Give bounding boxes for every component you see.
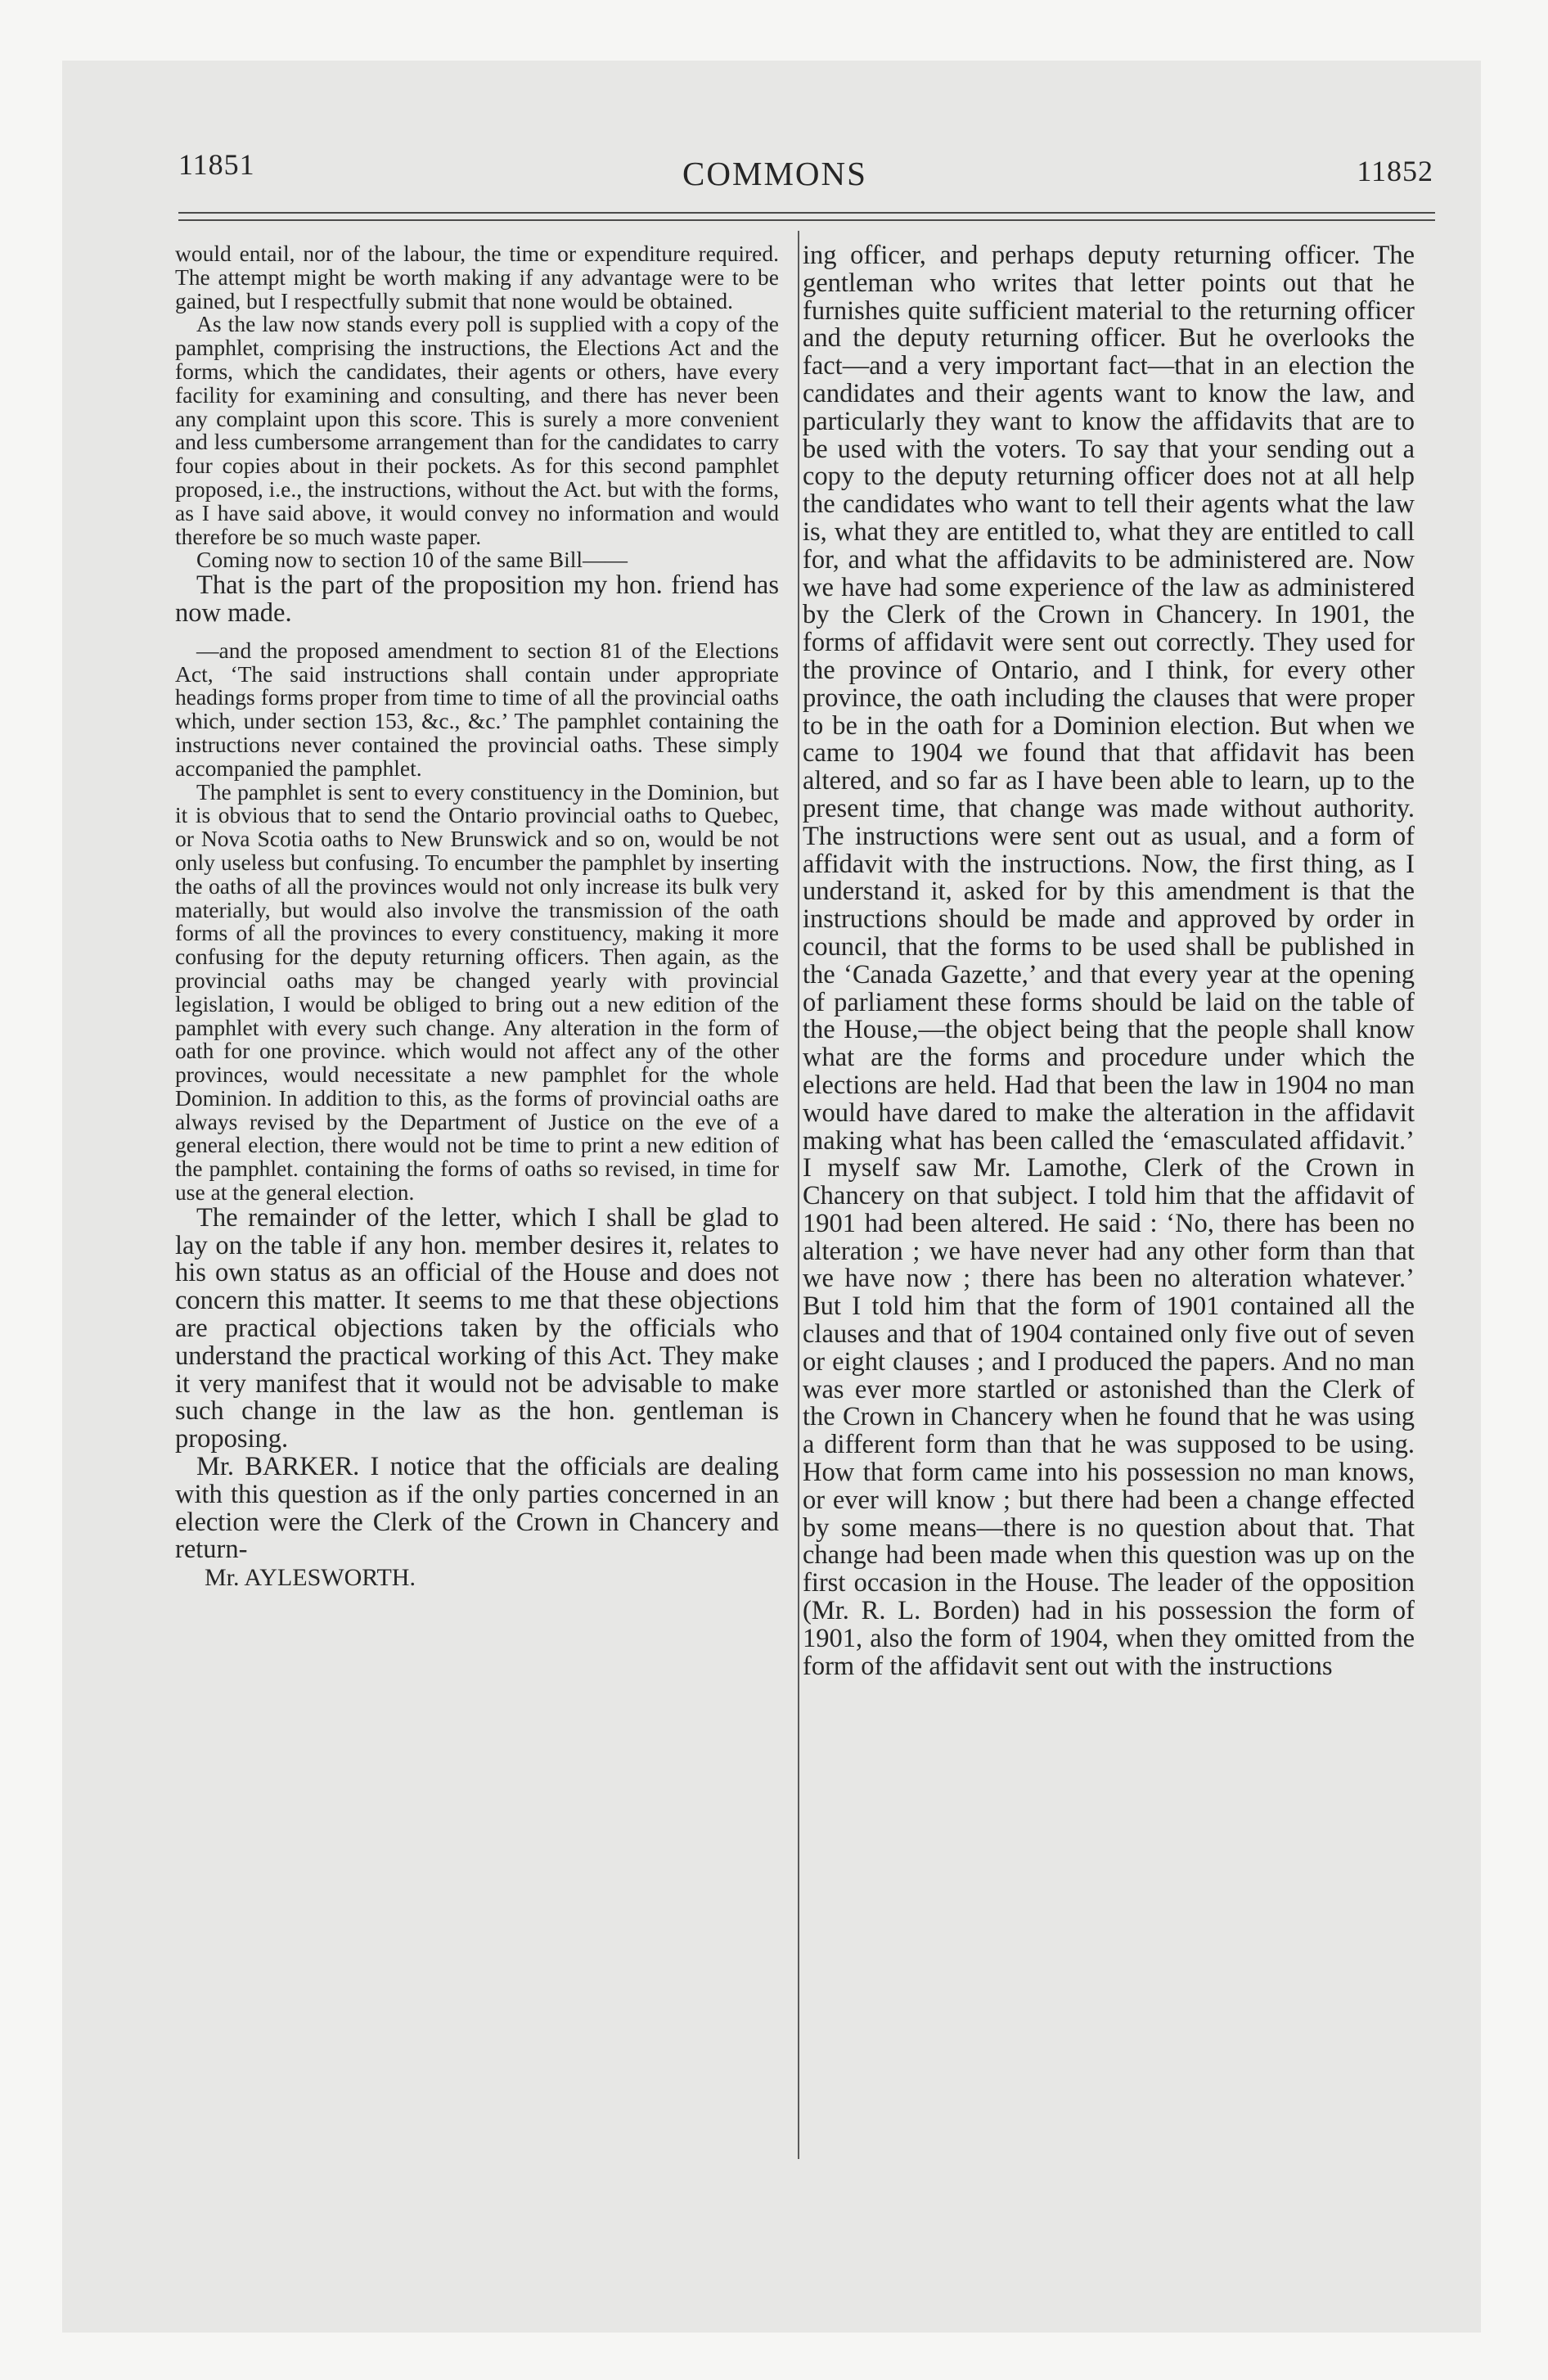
left-paragraph-4: That is the part of the proposition my hon. friend has now made. [175,570,779,628]
left-paragraph-2: As the law now stands every poll is supplied with a copy of the pamphlet, comprising the instructions, the Elections Act and the forms, which the candidates, their agents or others, have every facility for examining and consulting, and there has never been any complaint upon this score. This is surely a more convenient and less cumbersome arrangement than for the candidates to carry four copies about in their pockets. As for this second pamphlet proposed, i.e., the instructions, without the Act. but with the forms, as I have said above, it would convey no information and would therefore be so much waste paper. [175,311,779,549]
left-paragraph-3: Coming now to section 10 of the same Bill—— [196,547,628,573]
left-paragraph-6: The pamphlet is sent to every constituency in the Dominion, but it is obvious that to send the Ontario provincial oaths to Quebec, or Nova Scotia oaths to New Brunswick and so on, would be not only useless but confusing. To encumber the pamphlet by inserting the oaths of all the provinces would not only increase its bulk very materially, but would also involve the transmission of the oath forms of all the provinces to every constituency, making it more confusing for the deputy returning officers. Then again, as the provincial oaths may be changed yearly with provincial legislation, I would be obliged to bring out a new edition of the pamphlet with every such change. Any alteration in the form of oath for one province. which would not affect any of the other provinces, would necessitate a new pamphlet for the whole Dominion. In addition to this, as the forms of provincial oaths are always revised by the Department of Justice on the eve of a general election, there would not be time to print a new edition of the pamphlet. containing the forms of oaths so revised, in time for use at the general election. [175,778,779,1206]
left-paragraph-7: The remainder of the letter, which I shall be glad to lay on the table if any hon. member desires it, relates to his own status as an official of the House and does not concern this matter. It seems to me that these objections are practical objections taken by the officials who understand the practical working of this Act. They make it very manifest that it would not be advisable to make such change in the law as the hon. gentleman is proposing. [175,1202,779,1454]
header-rule-bottom [178,219,1435,221]
speaker-text: I notice that the officials are dealing with this question as if the only parties concerned in an election were the Clerk of the Crown in Chancery and return- [175,1452,779,1565]
column-divider [798,231,799,2159]
right-column [803,242,1415,1680]
left-column [175,242,779,1592]
header-rule-top [178,212,1435,214]
column-signature: Mr. AYLESWORTH. [205,1564,416,1592]
page-header [116,147,1433,196]
right-paragraph-1: ing officer, and perhaps deputy returning officer. The gentleman who writes that letter points out that he furnishes quite sufficient material to the returning officer and the deputy returning officer. But he overlooks the fact—and a very important fact—that in an election the candidates and their agents want to know the law, and particularly they want to know the affidavits that are to be used with the voters. To say that your sending out a copy to the deputy returning officer does not at all help the candidates who want to tell their agents what the law is, what they are entitled to, what they are entitled to call for, and what the affidavits to be administered are. Now we have had some experience of the law as administered by the Clerk of the Crown in Chancery. In 1901, the forms of affidavit were sent out correctly. They used for the province of Ontario, and I think, for every other province, the oath including the clauses that were proper to be in the oath for a Dominion election. But when we came to 1904 we found that that affidavit has been altered, and so far as I have been able to learn, up to the present time, that change was made without authority. The instructions were sent out as usual, and a form of affidavit with the instructions. Now, the first thing, as I understand it, asked for by this amendment is that the instructions should be made and approved by order in council, that the forms to be used shall be published in the ‘Canada Gazette,’ and that every year at the opening of parliament these forms should be laid on the table of the House,—the object being that the people shall know what are the forms and procedure under which the elections are held. Had that been the law in 1904 no man would have dared to make the alteration in the affidavit making what has been called the ‘emasculated affidavit.’ I myself saw Mr. Lamothe, Clerk of the Crown in Chancery on that subject. I told him that the affidavit of 1901 had been altered. He said : ‘No, there has been no alteration ; we have never had any other form than that we have now ; there has been no alteration whatever.’ But I told him that the form of 1901 contained all the clauses and that of 1904 contained only five out of seven or eight clauses ; and I produced the papers. And no man was ever more startled or astonished than the Clerk of the Crown in Chancery when he found that he was using a different form than that he was supposed to be using. How that form came into his possession no man knows, or ever will know ; but there had been a change effected by some means—there is no question about that. That change had been made when this question was up on the first occasion in the House. The leader of the opposition (Mr. R. L. Borden) had in his possession the form of 1901, also the form of 1904, when they omitted from the form of the affidavit sent out with the instructions [803,241,1415,1681]
left-paragraph-5: —and the proposed amendment to section 81 of the Elections Act, ‘The said instructions shall contain under appropriate headings forms proper from time to time of all the provincial oaths which, under section 153, &c., &c.’ The pamphlet containing the instructions never contained the provincial oaths. These simply accompanied the pamphlet. [175,637,779,781]
page-title: COMMONS [682,155,867,192]
page-number-right: 11852 [1357,155,1433,187]
page-number-left: 11851 [178,148,255,181]
left-paragraph-1: would entail, nor of the labour, the time or expenditure required. The attempt might be worth making if any advantage were to be gained, but I respectfully submit that none would be obtained. [175,241,779,313]
speaker-name: Mr. BARKER. [196,1452,360,1482]
left-paragraph-8 [175,1454,779,1564]
